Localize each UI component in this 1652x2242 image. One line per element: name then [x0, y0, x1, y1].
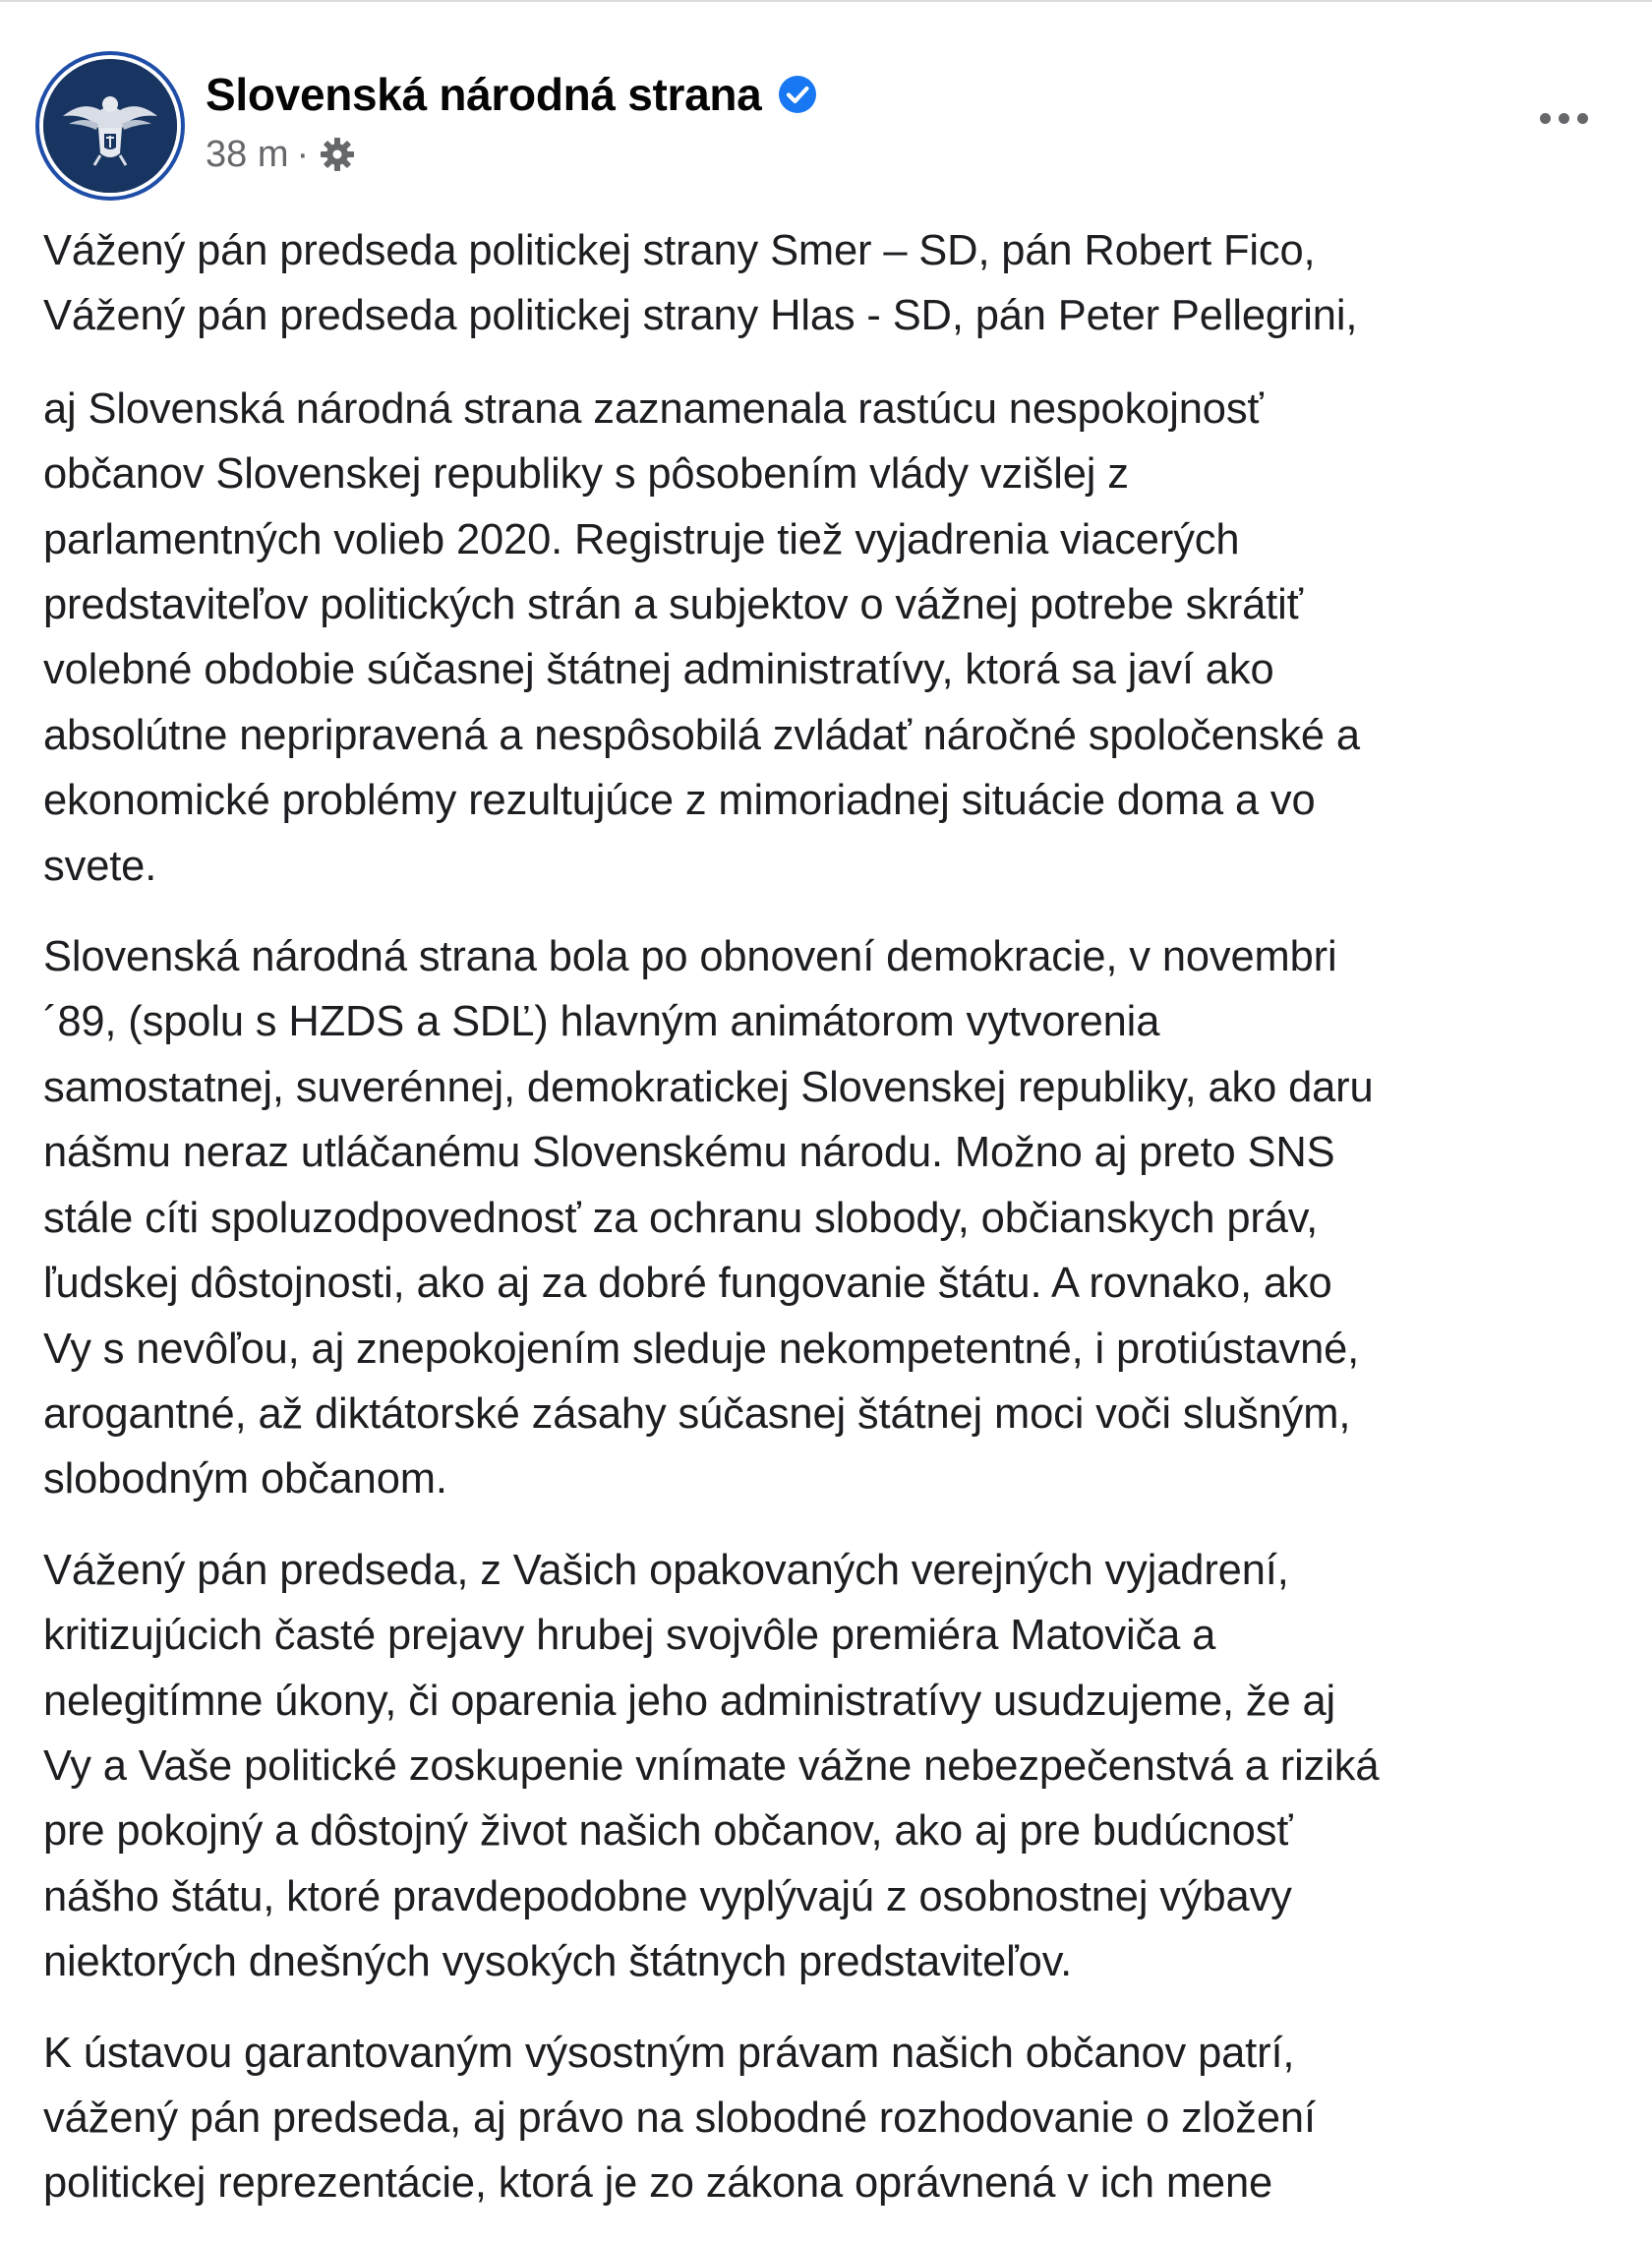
post-paragraph: aj Slovenská národná strana zaznamenala rastúcu nespokojnosť občanov Slovenskej republiky s pôsobením vlády vzišlej z parlamentných volieb 2020. Registruje tiež vyjadrenia viacerých predstaviteľov politických strán a subjektov o vážnej potrebe skrátiť volebné obdobie súčasnej štátnej administratívy, ktorá sa javí ako absolútne nepripravená a nespôsobilá zvládať náročné spoločenské a ekonomické problémy rezultujúce z mimoriadnej situácie doma a vo svete. [43, 384, 1360, 890]
more-options-icon [1559, 113, 1569, 124]
post-timestamp[interactable]: 38 m [206, 133, 289, 175]
post-header [43, 59, 1613, 197]
meta-separator: · [296, 133, 310, 175]
post-paragraph: Slovenská národná strana bola po obnovení demokracie, v novembri ´89, (spolu s HZDS a SDĽ) hlavným animátorom vytvorenia samostatnej, suverénnej, demokratickej Slovenskej republiky, ako daru nášmu neraz utláčanému Slovenskému národu. Možno aj preto SNS stále cíti spoluzodpovednosť za ochranu slobody, občianskych práv, ľudskej dôstojnosti, ako aj za dobré fungovanie štátu. A rovnako, ako Vy s nevôľou, aj znepokojením sleduje nekompetentné, i protiústavné, arogantné, až diktátorské zásahy súčasnej štátnej moci voči slušným, slobodným občanom. [43, 933, 1374, 1504]
post-paragraph: K ústavou garantovaným výsostným právam našich občanov patrí, vážený pán predseda, aj právo na slobodné rozhodovanie o zložení politickej reprezentácie, ktorá je zo zákona oprávnená v ich mene [43, 2029, 1316, 2208]
post-meta [206, 130, 358, 179]
post-greeting: Vážený pán predseda politickej strany Smer – SD, pán Robert Fico, Vážený pán predseda politickej strany Hlas - SD, pán Peter Pellegrini, [43, 227, 1358, 340]
verified-badge-icon [777, 74, 818, 115]
post-paragraph: Vážený pán predseda, z Vašich opakovaných verejných vyjadrení, kritizujúcich časté prejavy hrubej svojvôle premiéra Matoviča a nelegitímne úkony, či oparenia jeho administratívy usudzujeme, že aj Vy a Vaše politické zoskupenie vnímate vážne nebezpečenstvá a riziká pre pokojný a dôstojný život našich občanov, ako aj pre budúcnosť nášho štátu, ktoré pravdepodobne vyplývajú z osobnostnej výbavy niektorých dnešných vysokých štátnych predstaviteľov. [43, 1546, 1380, 1986]
sns-eagle-logo-icon [43, 59, 177, 193]
more-options-button[interactable] [1524, 98, 1603, 138]
more-options-icon [1577, 113, 1588, 124]
page-name-row [206, 65, 818, 124]
gear-icon[interactable] [317, 134, 358, 175]
page-name[interactable]: Slovenská národná strana [206, 69, 762, 120]
more-options-icon [1540, 113, 1551, 124]
page-avatar[interactable] [43, 59, 177, 193]
post-body [43, 218, 1613, 2242]
